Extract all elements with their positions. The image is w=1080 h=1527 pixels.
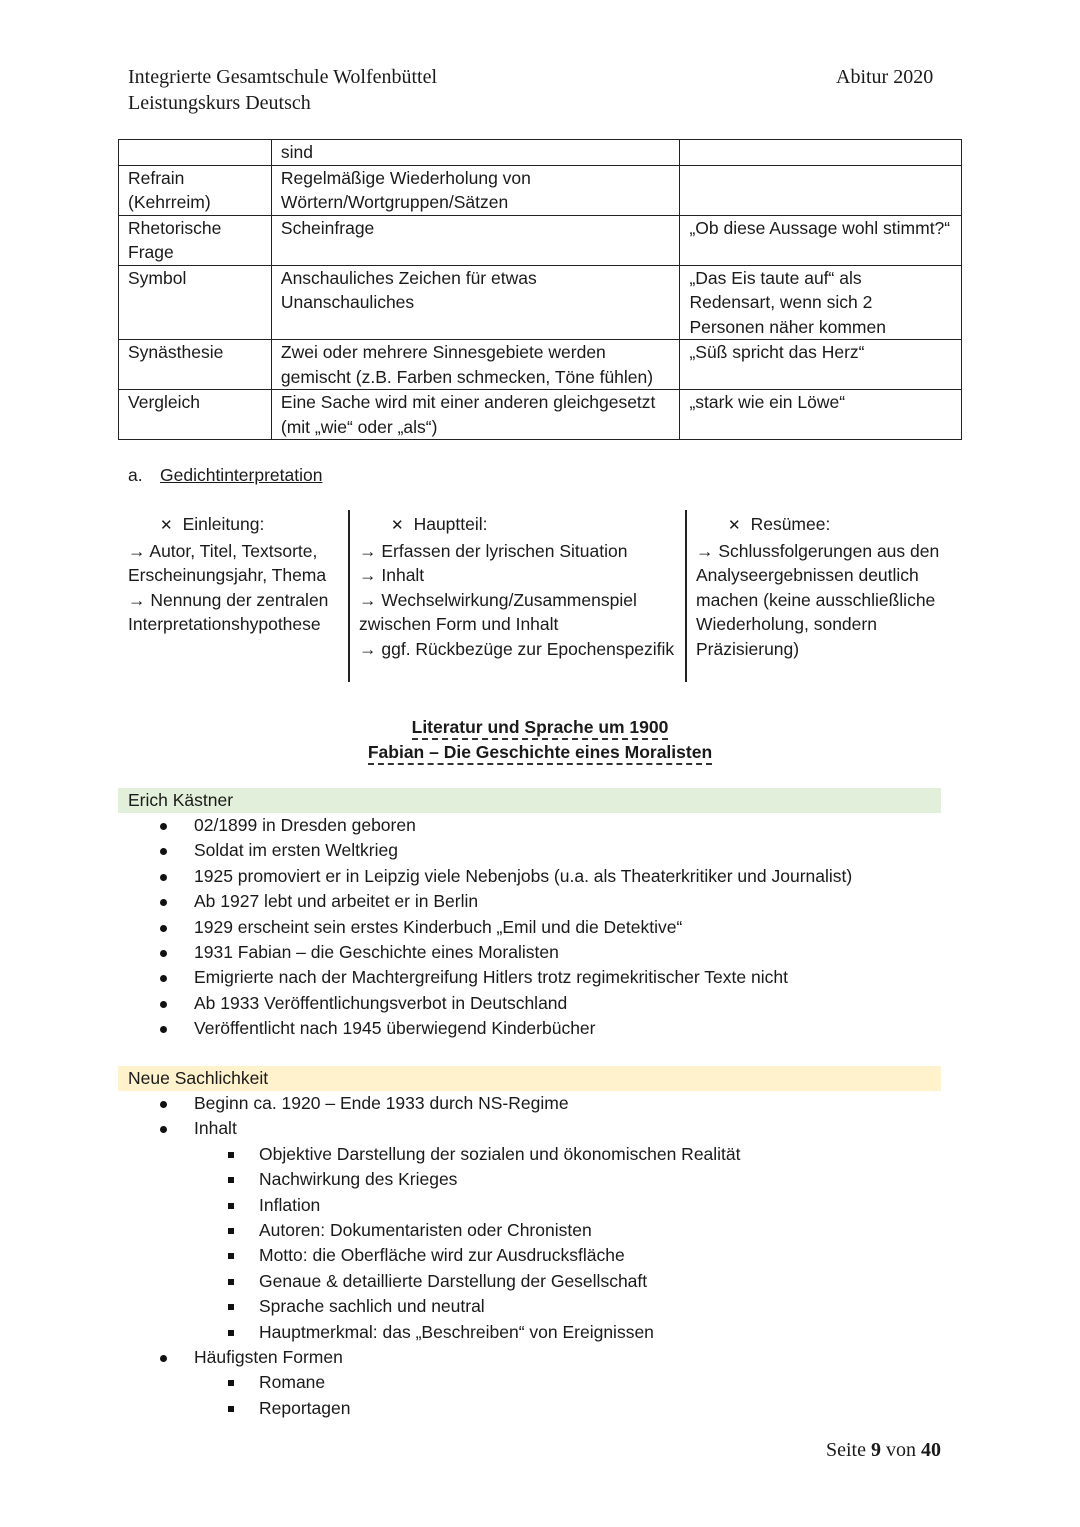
list-item: Inhalt Objektive Darstellung der sozialen und ökonomischen Realität Nachwirkung des Krieges Inflation Autoren: Dokumentaristen oder Chronisten Motto: die Oberfläche wird zur Ausdrucksfläche Genaue & detaillierte Darstellung der Gesellschaft Sprache sachlich und neutral Hauptmerkmal: das „Beschreiben“ von Ereignissen <box>128 1116 741 1345</box>
list-item: Emigrierte nach der Machtergreifung Hitlers trotz regimekritischer Texte nicht <box>128 965 852 990</box>
bullet-icon <box>160 1026 167 1033</box>
column-line: → Autor, Titel, Textsorte, Erscheinungsjahr, Thema <box>128 540 327 585</box>
course-name: Leistungskurs Deutsch <box>128 92 311 114</box>
bullet-icon <box>160 1355 167 1362</box>
column-line: → Wechselwirkung/Zusammenspiel zwischen Form und Inhalt <box>359 589 637 634</box>
bullet-icon <box>160 925 167 932</box>
definition-cell: Eine Sache wird mit einer anderen gleichgesetzt (mit „wie“ oder „als“) <box>271 390 680 440</box>
square-bullet-icon <box>228 1330 234 1336</box>
square-bullet-icon <box>228 1228 234 1234</box>
table-row <box>119 140 962 166</box>
chapter-subtitle: Fabian – Die Geschichte eines Moralisten <box>368 741 712 765</box>
column-heading <box>359 512 679 539</box>
column-heading <box>696 512 956 539</box>
list-item: 1931 Fabian – die Geschichte eines Moralisten <box>128 940 852 965</box>
page-prefix: Seite <box>826 1439 866 1461</box>
sublist-item: Romane <box>128 1370 741 1395</box>
sublist-item: Autoren: Dokumentaristen oder Chronisten <box>128 1218 741 1243</box>
total-pages: 40 <box>921 1439 941 1461</box>
chapter-titles <box>0 715 1080 765</box>
column-einleitung <box>128 512 344 637</box>
term-cell: Synästhesie <box>119 340 272 390</box>
term-cell: Vergleich <box>119 390 272 440</box>
formen-sublist <box>194 1370 741 1421</box>
list-item: 1929 erscheint sein erstes Kinderbuch „Emil und die Detektive“ <box>128 915 852 940</box>
definition-cell: sind <box>271 140 680 166</box>
column-line: → ggf. Rückbezüge zur Epochenspezifik <box>359 638 675 659</box>
cross-bullet-icon: ✕ <box>391 517 404 534</box>
square-bullet-icon <box>228 1380 234 1386</box>
square-bullet-icon <box>228 1279 234 1285</box>
definition-cell: Zwei oder mehrere Sinnesgebiete werden gemischt (z.B. Farben schmecken, Töne fühlen) <box>271 340 680 390</box>
sublist-item: Objektive Darstellung der sozialen und ökonomischen Realität <box>128 1142 741 1167</box>
bullet-icon <box>160 874 167 881</box>
bullet-icon <box>160 848 167 855</box>
table-row <box>119 265 962 340</box>
heading-text: Resümee: <box>750 514 831 534</box>
bullet-icon <box>160 975 167 982</box>
exam-label: Abitur 2020 <box>836 66 934 88</box>
column-line: → Inhalt <box>359 565 425 585</box>
section-title: Gedichtinterpretation <box>160 465 323 485</box>
column-heading <box>128 512 344 539</box>
square-bullet-icon <box>228 1406 234 1412</box>
term-cell: Refrain (Kehrreim) <box>119 165 272 215</box>
sublist-item: Motto: die Oberfläche wird zur Ausdrucksfläche <box>128 1243 741 1268</box>
sublist-item: Sprache sachlich und neutral <box>128 1294 741 1319</box>
chapter-title: Literatur und Sprache um 1900 <box>412 716 669 740</box>
sublist-item: Reportagen <box>128 1396 741 1421</box>
list-item: 1925 promoviert er in Leipzig viele Nebenjobs (u.a. als Theaterkritiker und Journalist) <box>128 864 852 889</box>
bullet-icon <box>160 899 167 906</box>
school-name: Integrierte Gesamtschule Wolfenbüttel <box>128 66 438 88</box>
page-header <box>128 64 437 116</box>
column-line: → Nennung der zentralen Interpretationshypothese <box>128 589 329 634</box>
inhalt-sublist <box>194 1142 741 1345</box>
column-line: → Schlussfolgerungen aus den Analyseergebnissen deutlich machen (keine ausschließliche Wiederholung, sondern Präzisierung) <box>696 540 940 659</box>
definition-cell: Regelmäßige Wiederholung von Wörtern/Wortgruppen/Sätzen <box>271 165 680 215</box>
table-row <box>119 340 962 390</box>
example-cell <box>680 140 962 166</box>
stylistic-devices-table <box>118 139 962 440</box>
example-cell: „Das Eis taute auf“ als Redensart, wenn sich 2 Personen näher kommen <box>680 265 962 340</box>
square-bullet-icon <box>228 1177 234 1183</box>
definition-cell: Anschauliches Zeichen für etwas Unanschauliches <box>271 265 680 340</box>
table-row <box>119 165 962 215</box>
list-item: Beginn ca. 1920 – Ende 1933 durch NS-Regime <box>128 1091 741 1116</box>
column-divider <box>348 510 350 682</box>
term-cell: Symbol <box>119 265 272 340</box>
list-item: 02/1899 in Dresden geboren <box>128 813 852 838</box>
kaestner-list <box>128 813 852 1042</box>
column-line: → Erfassen der lyrischen Situation <box>359 540 628 561</box>
heading-text: Einleitung: <box>182 514 265 534</box>
square-bullet-icon <box>228 1203 234 1209</box>
sublist-item: Nachwirkung des Krieges <box>128 1167 741 1192</box>
sublist-item: Hauptmerkmal: das „Beschreiben“ von Ereignissen <box>128 1320 741 1345</box>
neue-sachlichkeit-heading: Neue Sachlichkeit <box>118 1066 941 1091</box>
term-cell: Rhetorische Frage <box>119 215 272 265</box>
heading-text: Hauptteil: <box>413 514 488 534</box>
sublist-item: Genaue & detaillierte Darstellung der Gesellschaft <box>128 1269 741 1294</box>
example-cell: „Süß spricht das Herz“ <box>680 340 962 390</box>
square-bullet-icon <box>228 1304 234 1310</box>
example-cell: „stark wie ein Löwe“ <box>680 390 962 440</box>
list-item: Ab 1933 Veröffentlichungsverbot in Deutschland <box>128 991 852 1016</box>
list-item: Soldat im ersten Weltkrieg <box>128 838 852 863</box>
list-item: Häufigsten Formen Romane Reportagen <box>128 1345 741 1421</box>
bullet-icon <box>160 1001 167 1008</box>
column-divider <box>685 510 687 682</box>
neue-sachlichkeit-list <box>128 1091 741 1421</box>
kaestner-heading: Erich Kästner <box>118 788 941 813</box>
definition-cell: Scheinfrage <box>271 215 680 265</box>
column-resuemee <box>696 512 956 661</box>
section-heading-gedichtinterpretation <box>128 463 322 487</box>
section-letter: a. <box>128 465 143 485</box>
bullet-icon <box>160 1101 167 1108</box>
table-row <box>119 215 962 265</box>
square-bullet-icon <box>228 1253 234 1259</box>
term-cell <box>119 140 272 166</box>
example-cell: „Ob diese Aussage wohl stimmt?“ <box>680 215 962 265</box>
square-bullet-icon <box>228 1152 234 1158</box>
list-item: Ab 1927 lebt und arbeitet er in Berlin <box>128 889 852 914</box>
bullet-icon <box>160 950 167 957</box>
current-page: 9 <box>871 1439 881 1461</box>
column-hauptteil <box>359 512 679 661</box>
page-separator: von <box>886 1439 916 1461</box>
page-number <box>826 1437 941 1463</box>
cross-bullet-icon: ✕ <box>160 517 173 534</box>
bullet-icon <box>160 1126 167 1133</box>
example-cell <box>680 165 962 215</box>
list-item: Veröffentlicht nach 1945 überwiegend Kinderbücher <box>128 1016 852 1041</box>
cross-bullet-icon: ✕ <box>728 517 741 534</box>
bullet-icon <box>160 823 167 830</box>
table-row <box>119 390 962 440</box>
sublist-item: Inflation <box>128 1193 741 1218</box>
